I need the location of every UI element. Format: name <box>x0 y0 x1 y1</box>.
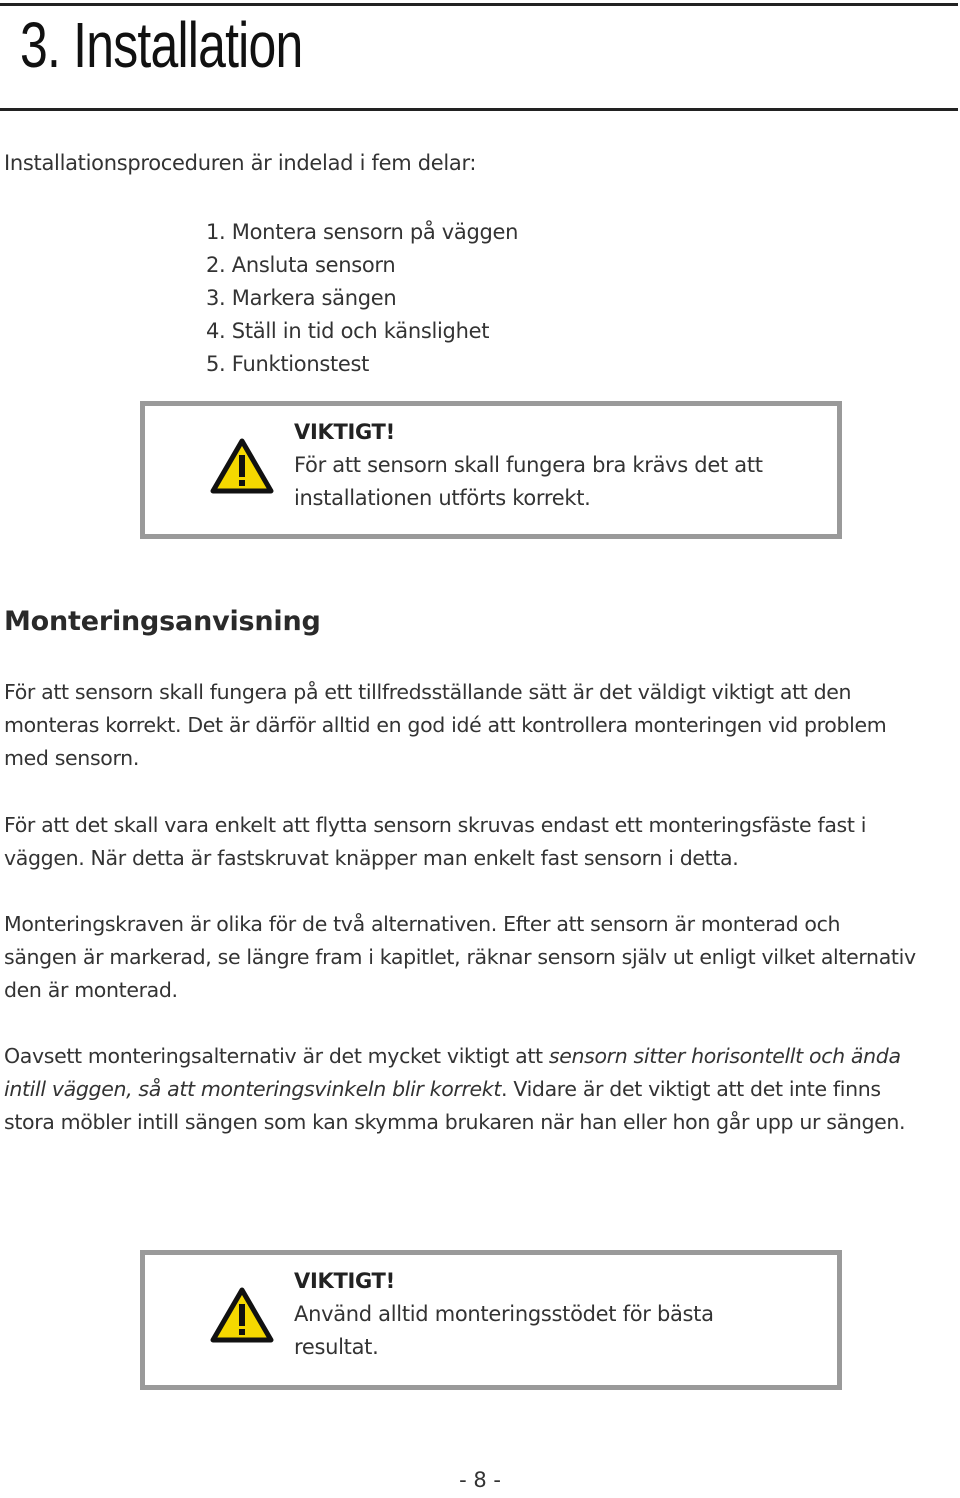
warning-triangle-icon <box>210 1287 274 1343</box>
paragraph-line: För att sensorn skall fungera på ett tillfredsställande sätt är det väldigt viktigt att den <box>4 680 852 704</box>
steps-list <box>206 216 518 381</box>
section-heading: Monteringsanvisning <box>4 606 321 637</box>
paragraph-mounting-importance <box>4 676 886 775</box>
page-number: - 8 - <box>459 1468 501 1492</box>
title-underline-rule <box>0 108 958 111</box>
warning-triangle-icon <box>210 438 274 494</box>
paragraph-line: Monteringskraven är olika för de två alternativen. Efter att sensorn är monterad och <box>4 912 841 936</box>
text-run: Oavsett monteringsalternativ är det mycket viktigt att <box>4 1044 549 1068</box>
notice-heading: VIKTIGT! <box>294 1269 395 1293</box>
paragraph-line: den är monterad. <box>4 978 178 1002</box>
important-notice-mounting-support <box>140 1250 842 1390</box>
list-item: 2. Ansluta sensorn <box>206 253 396 277</box>
chapter-title: 3. Installation <box>20 9 303 81</box>
emphasized-text: intill väggen, så att monteringsvinkeln blir korrekt <box>4 1077 502 1101</box>
emphasized-text: sensorn sitter horisontellt och ända <box>548 1044 901 1068</box>
notice-line: installationen utförts korrekt. <box>294 486 591 510</box>
notice-line: resultat. <box>294 1335 379 1359</box>
paragraph-line: med sensorn. <box>4 746 139 770</box>
notice-text <box>294 416 763 515</box>
paragraph-mounting-alternatives <box>4 908 916 1007</box>
list-item: 5. Funktionstest <box>206 352 370 376</box>
paragraph-line <box>4 1040 905 1073</box>
paragraph-line: stora möbler intill sängen som kan skymma brukaren när han eller hon går upp ur sängen. <box>4 1110 906 1134</box>
intro-text: Installationsproceduren är indelad i fem delar: <box>4 151 477 175</box>
paragraph-mounting-bracket <box>4 809 866 875</box>
paragraph-line: För att det skall vara enkelt att flytta sensorn skruvas endast ett monteringsfäste fast i <box>4 813 867 837</box>
paragraph-mounting-requirements <box>4 1040 905 1139</box>
list-item: 1. Montera sensorn på väggen <box>206 220 519 244</box>
paragraph-line: monteras korrekt. Det är därför alltid en god idé att kontrollera monteringen vid problem <box>4 713 887 737</box>
top-rule <box>0 3 958 6</box>
notice-heading: VIKTIGT! <box>294 420 395 444</box>
paragraph-line: sängen är markerad, se längre fram i kapitlet, räknar sensorn själv ut enligt vilket alternativ <box>4 945 916 969</box>
list-item: 4. Ställ in tid och känslighet <box>206 319 490 343</box>
important-notice-installation <box>140 401 842 539</box>
text-run: . Vidare är det viktigt att det inte finns <box>501 1077 881 1101</box>
notice-line: För att sensorn skall fungera bra krävs det att <box>294 453 763 477</box>
paragraph-line <box>4 1073 905 1106</box>
list-item: 3. Markera sängen <box>206 286 397 310</box>
notice-line: Använd alltid monteringsstödet för bästa <box>294 1302 714 1326</box>
notice-text <box>294 1265 714 1364</box>
paragraph-line: väggen. När detta är fastskruvat knäpper man enkelt fast sensorn i detta. <box>4 846 739 870</box>
